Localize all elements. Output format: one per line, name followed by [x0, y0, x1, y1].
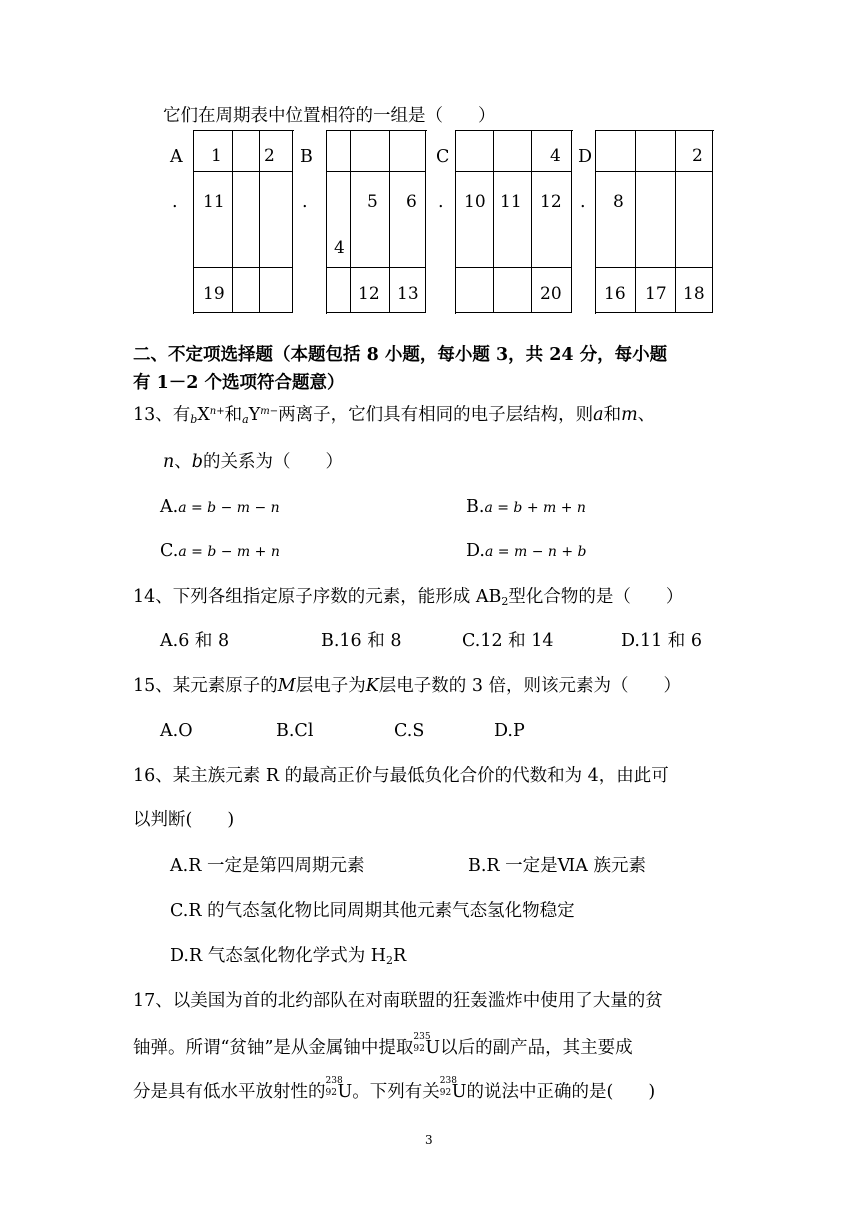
isotope-u238: 238 92: [325, 1076, 343, 1098]
question-16-line2: 以判断( ): [133, 810, 235, 830]
section-2-heading-line1: 二、不定项选择题（本题包括 8 小题，每小题 3，共 24 分，每小题: [133, 345, 668, 365]
table-b-letter: B: [300, 147, 313, 167]
isotope-u235: 235 92: [413, 1032, 431, 1054]
question-13-option-d: D.a = m − n + b: [466, 541, 587, 561]
table-cell: 5: [367, 192, 378, 212]
isotope-u238: 238 92: [439, 1076, 457, 1098]
question-14-option-a: A.6 和 8: [160, 631, 230, 651]
question-13-option-c: C.a = b − m + n: [160, 541, 280, 561]
table-c-dot: .: [438, 192, 444, 212]
table-cell: 2: [264, 146, 275, 166]
table-d-letter: D: [578, 147, 593, 167]
table-cell: 6: [406, 192, 417, 212]
table-cell: 12: [540, 192, 562, 212]
page-number: 3: [425, 1133, 433, 1147]
table-a-letter: A: [170, 147, 183, 167]
table-cell: 4: [334, 238, 345, 258]
question-15-option-b: B.Cl: [276, 721, 314, 741]
table-cell: 11: [203, 192, 225, 212]
question-15-option-c: C.S: [394, 721, 425, 741]
table-cell: 12: [358, 284, 380, 304]
table-cell: 1: [211, 146, 222, 166]
table-cell: 11: [500, 192, 522, 212]
table-cell: 4: [550, 146, 561, 166]
table-cell: 19: [203, 284, 225, 304]
table-cell: 10: [464, 192, 486, 212]
question-14-option-b: B.16 和 8: [321, 631, 402, 651]
question-16-option-a: A.R 一定是第四周期元素: [170, 856, 365, 876]
table-cell: 13: [397, 284, 419, 304]
table-cell: 18: [683, 284, 705, 304]
question-13-option-b: B.a = b + m + n: [466, 497, 586, 517]
question-16-option-b: B.R 一定是ⅥA 族元素: [468, 856, 646, 876]
question-13-line2: n、b的关系为（ ）: [163, 452, 343, 472]
question-17-line1: 17、以美国为首的北约部队在对南联盟的狂轰滥炸中使用了大量的贫: [133, 991, 663, 1011]
question-16-option-d: D.R 气态氢化物化学式为 $H_2R$: [170, 946, 407, 967]
question-15-option-a: A.O: [160, 721, 193, 741]
table-a-dot: .: [172, 192, 178, 212]
question-14-stem: 14、下列各组指定原子序数的元素，能形成 $AB_2$型化合物的是（ ）: [133, 587, 684, 608]
question-13-option-a: A.a = b − m − n: [160, 497, 280, 517]
question-15-stem: 15、某元素原子的M层电子为K层电子数的 3 倍，则该元素为（ ）: [133, 676, 682, 696]
table-d-dot: .: [580, 192, 586, 212]
question-15-option-d: D.P: [494, 721, 525, 741]
question-17-line3: 分是具有低水平放射性的 238 92 U。下列有关 238 92 U的说法中正确的是( ): [133, 1076, 656, 1102]
table-cell: 2: [692, 146, 703, 166]
question-14-option-d: D.11 和 6: [621, 631, 702, 651]
intro-line: 它们在周期表中位置相符的一组是（ ）: [163, 106, 496, 126]
section-2-heading-line2: 有 1－2 个选项符合题意）: [133, 373, 345, 393]
table-cell: 17: [645, 284, 667, 304]
question-17-line2: 铀弹。所谓“贫铀”是从金属铀中提取 235 92 U以后的副产品，其主要成: [133, 1032, 633, 1058]
table-cell: 20: [540, 284, 562, 304]
table-c-letter: C: [436, 147, 450, 167]
question-16-line1: 16、某主族元素 R 的最高正价与最低负化合价的代数和为 4，由此可: [133, 766, 669, 786]
question-14-option-c: C.12 和 14: [462, 631, 554, 651]
question-13-line1: 13、有$_bX^{n+}$和$_aY^{m-}$两离子，它们具有相同的电子层结构，则a和m、: [133, 405, 656, 426]
table-cell: 8: [613, 192, 624, 212]
question-16-option-c: C.R 的气态氢化物比同周期其他元素气态氢化物稳定: [170, 901, 575, 921]
table-b-dot: .: [302, 192, 308, 212]
table-cell: 16: [604, 284, 626, 304]
